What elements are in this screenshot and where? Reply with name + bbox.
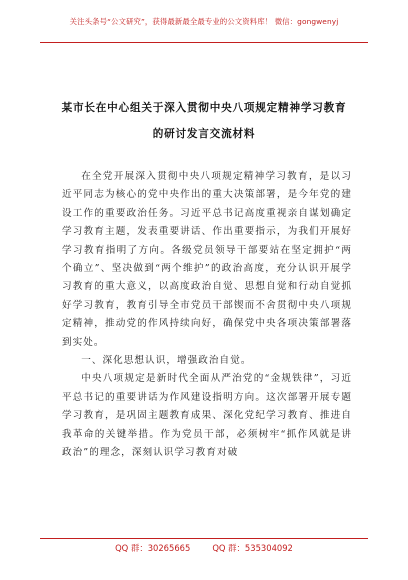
footer-qq-group-1: QQ 群：30265665 <box>115 543 191 553</box>
document-title-line-2: 的研讨发言交流材料 <box>152 128 256 140</box>
page-header-banner: 关注头条号“公文研究”，获得最新最全最专业的公文资料库！ 微信：gongwenyj <box>69 17 339 26</box>
body-paragraph: 在全党开展深入贯彻中央八项规定精神学习教育，是以习近平同志为核心的党中央作出的重大决策部署，是今年党的建设工作的重要政治任务。习近平总书记高度重视亲自谋划确定学习教育主题，发表重要讲话、作出重要指示，为我们开展好学习教育指明了方向。各级党员领导干部要站在坚定拥护“两个确立”、坚决做到“两个维护”的政治高度，充分认识开展学习教育的重大意义，以高度政治自觉、思想自觉和行动自觉抓好学习教育，教育引导全市党员干部锲而不舍贯彻中央八项规定精神，推动党的作风持续向好，确保党中央各项决策部署落到实处。 <box>62 171 352 348</box>
footer-qq-group-2: QQ 群：535304092 <box>212 543 293 553</box>
footer-divider <box>40 538 368 539</box>
section-heading: 一、深化思想认识，增强政治自觉。 <box>81 355 252 367</box>
document-title-line-1: 某市长在中心组关于深入贯彻中央八项规定精神学习教育 <box>61 102 347 114</box>
header-divider <box>40 42 368 43</box>
document-body <box>62 168 352 463</box>
page-footer <box>0 542 408 554</box>
body-paragraph: 中央八项规定是新时代全面从严治党的“金规铁律”，习近平总书记的重要讲话为作风建设指明方向。这次部署开展专题学习教育，是巩固主题教育成果、深化党纪学习教育、推进自我革命的关键举措。作为党员干部，必须树牢“抓作风就是讲政治”的理念，深刻认识学习教育对破 <box>62 373 352 459</box>
